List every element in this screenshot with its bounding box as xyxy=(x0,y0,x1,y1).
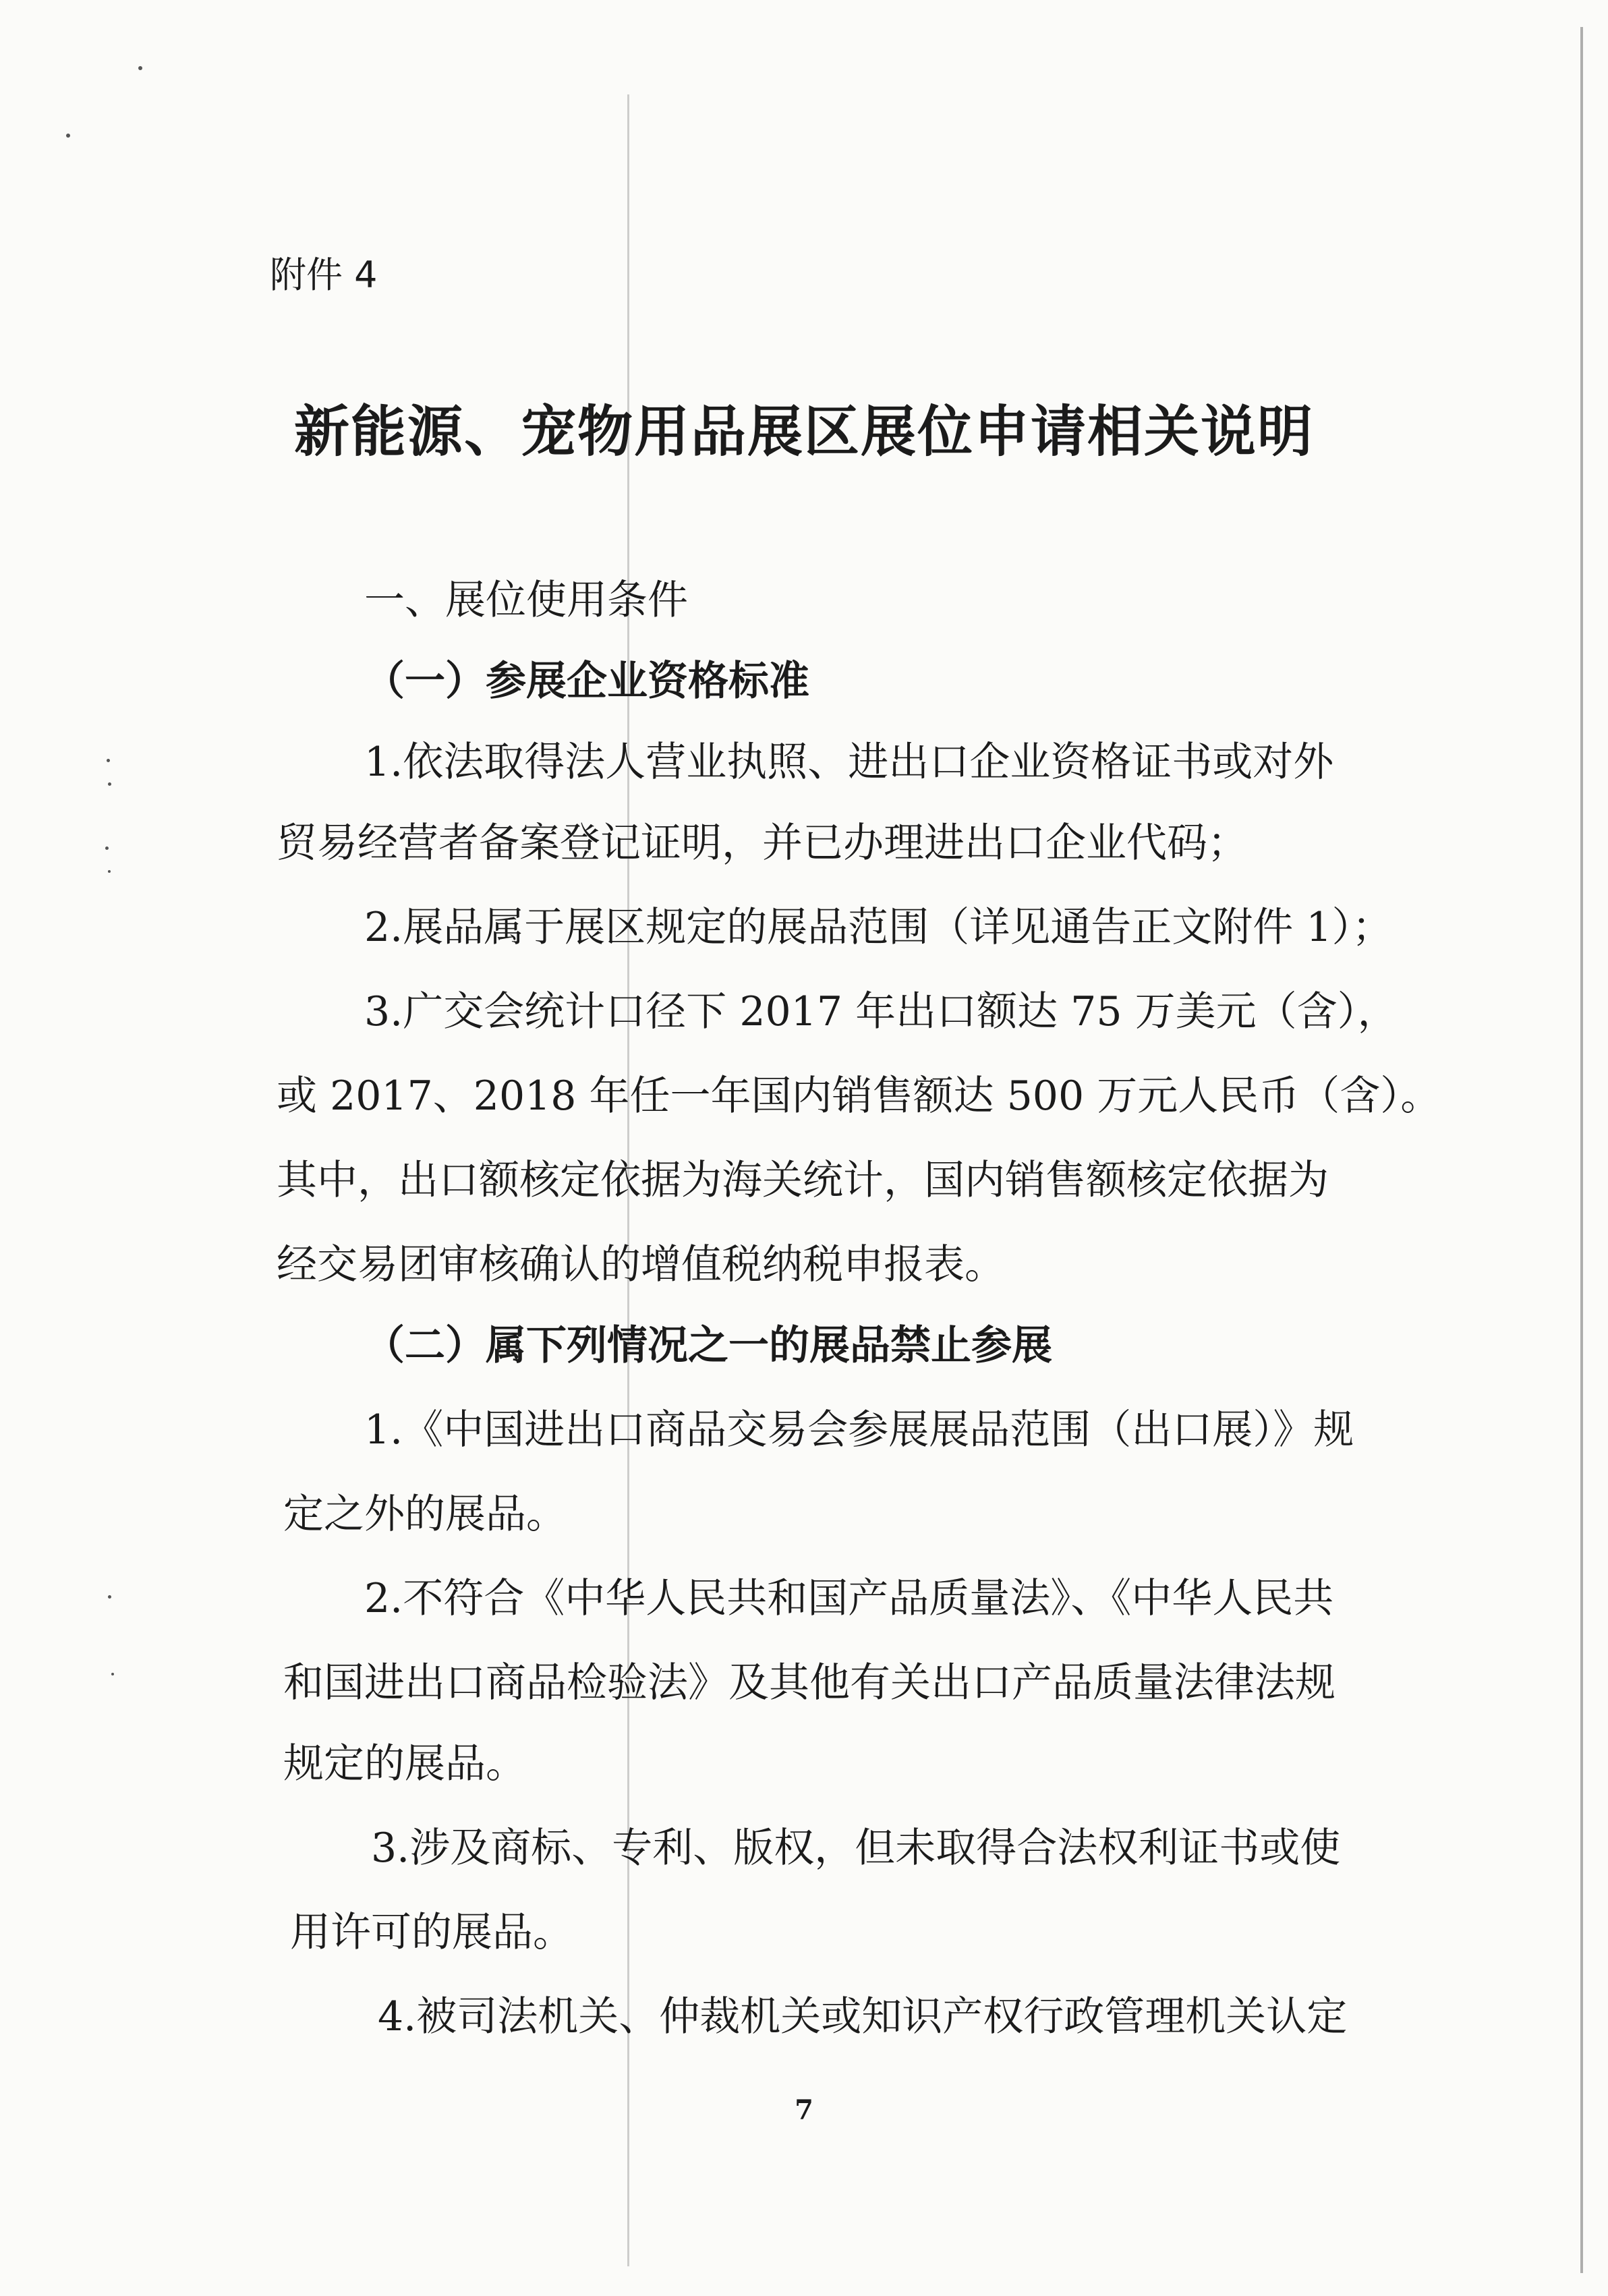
scan-speck xyxy=(107,759,110,762)
paragraph-line: 2.展品属于展区规定的展品范围（详见通告正文附件 1）； xyxy=(364,904,1393,951)
paragraph-line: 3.广交会统计口径下 2017 年出口额达 75 万美元（含）， xyxy=(364,988,1398,1035)
page-number: 7 xyxy=(795,2094,813,2126)
paragraph-line: 4.被司法机关、仲裁机关或知识产权行政管理机关认定 xyxy=(378,1993,1348,2040)
paragraph-line: 经交易团审核确认的增值税纳税申报表。 xyxy=(277,1241,1005,1288)
scan-speck xyxy=(108,782,111,786)
scan-edge-line xyxy=(1580,27,1583,2273)
scan-speck xyxy=(105,846,109,850)
paragraph-line: 或 2017、2018 年任一年国内销售额达 500 万元人民币（含）。 xyxy=(277,1072,1441,1120)
paragraph-line: 3.涉及商标、专利、版权，但未取得合法权利证书或使 xyxy=(371,1825,1341,1872)
scan-speck xyxy=(66,134,70,138)
paragraph-line: 和国进出口商品检验法》及其他有关出口产品质量法律法规 xyxy=(283,1659,1336,1706)
paragraph-line: 用许可的展品。 xyxy=(290,1909,573,1956)
subsection-heading: （一）参展企业资格标准 xyxy=(364,658,809,705)
document-title: 新能源、宠物用品展区展位申请相关说明 xyxy=(293,400,1314,464)
scan-speck xyxy=(108,870,111,873)
paragraph-line: 贸易经营者备案登记证明，并已办理进出口企业代码； xyxy=(277,820,1248,867)
subsection-heading: （二）属下列情况之一的展品禁止参展 xyxy=(364,1322,1052,1369)
scan-speck xyxy=(138,66,142,70)
annex-label: 附件 4 xyxy=(270,254,378,296)
section-heading: 一、展位使用条件 xyxy=(364,577,688,624)
paragraph-line: 其中，出口额核定依据为海关统计，国内销售额核定依据为 xyxy=(277,1157,1329,1204)
paragraph-line: 规定的展品。 xyxy=(283,1740,526,1787)
paragraph-line: 1.依法取得法人营业执照、进出口企业资格证书或对外 xyxy=(364,739,1334,786)
paragraph-line: 1.《中国进出口商品交易会参展展品范围（出口展）》规 xyxy=(364,1406,1354,1454)
scan-speck xyxy=(111,1673,114,1675)
scan-speck xyxy=(108,1595,111,1599)
paragraph-line: 2.不符合《中华人民共和国产品质量法》、《中华人民共 xyxy=(364,1575,1334,1622)
paragraph-line: 定之外的展品。 xyxy=(283,1491,567,1538)
